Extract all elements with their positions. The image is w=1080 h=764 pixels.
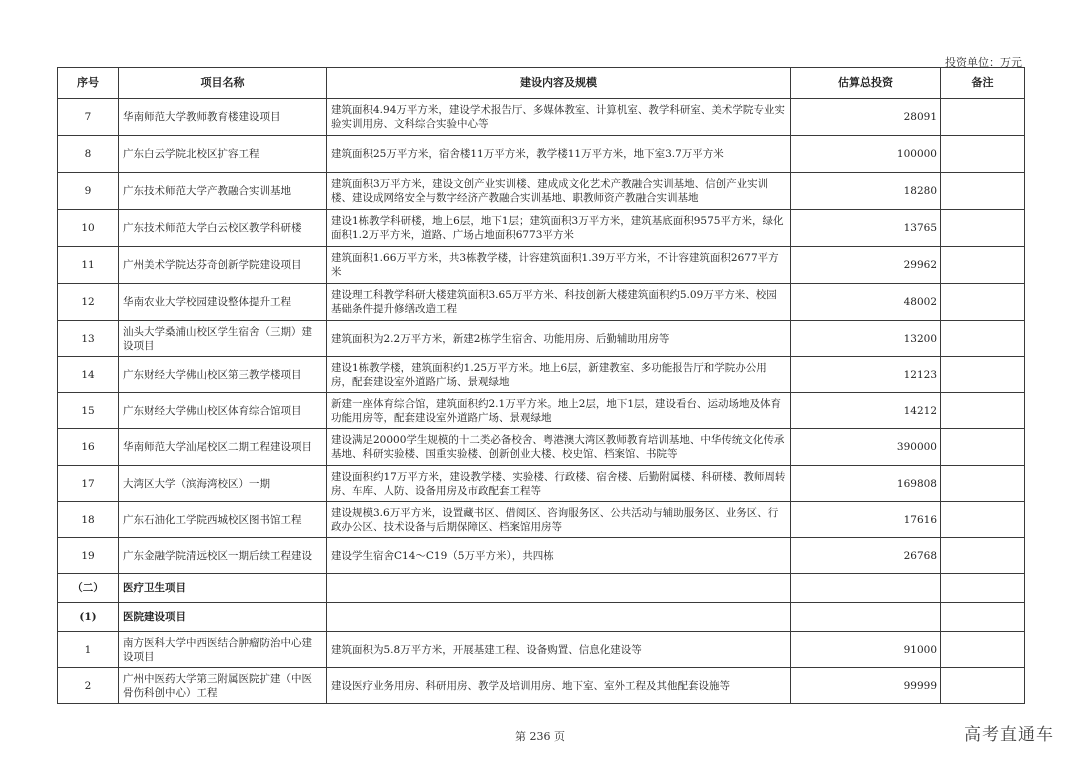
row-investment: 13765 <box>791 210 941 247</box>
row-name: 汕头大学桑浦山校区学生宿舍（三期）建设项目 <box>119 321 327 357</box>
table-row <box>58 136 1025 173</box>
table-header-row <box>58 68 1025 99</box>
table-row <box>58 393 1025 429</box>
row-content: 建筑面积25万平方米，宿舍楼11万平方米，教学楼11万平方米，地下室3.7万平方米 <box>327 136 791 173</box>
table-row <box>58 210 1025 247</box>
row-investment: 17616 <box>791 502 941 538</box>
section-no: （二） <box>58 574 119 603</box>
row-content: 建设面积约17万平方米，建设教学楼、实验楼、行政楼、宿舍楼、后勤附属楼、科研楼、教师周转房、车库、人防、设备用房及市政配套工程等 <box>327 466 791 502</box>
row-note <box>941 173 1025 210</box>
row-name: 华南师范大学汕尾校区二期工程建设项目 <box>119 429 327 466</box>
row-investment: 29962 <box>791 247 941 284</box>
row-note <box>941 429 1025 466</box>
row-content: 建筑面积1.66万平方米，共3栋教学楼，计容建筑面积1.39万平方米，不计容建筑面积2677平方米 <box>327 247 791 284</box>
section-row <box>58 574 1025 603</box>
row-content: 建筑面积为2.2万平方米，新建2栋学生宿舍、功能用房、后勤辅助用房等 <box>327 321 791 357</box>
row-investment: 169808 <box>791 466 941 502</box>
row-content: 新建一座体育综合馆，建筑面积约2.1万平方米。地上2层，地下1层，建设看台、运动场地及体育功能用房等，配套建设室外道路广场、景观绿地 <box>327 393 791 429</box>
row-note <box>941 357 1025 393</box>
table-row <box>58 247 1025 284</box>
table-row <box>58 668 1025 704</box>
header-note: 备注 <box>941 68 1025 99</box>
row-investment: 100000 <box>791 136 941 173</box>
row-content: 建设学生宿舍C14～C19（5万平方米），共四栋 <box>327 538 791 574</box>
row-name: 广东技术师范大学白云校区教学科研楼 <box>119 210 327 247</box>
row-name: 广东技术师范大学产教融合实训基地 <box>119 173 327 210</box>
row-note <box>941 502 1025 538</box>
row-content: 建设医疗业务用房、科研用房、教学及培训用房、地下室、室外工程及其他配套设施等 <box>327 668 791 704</box>
row-content: 建设规模3.6万平方米，设置藏书区、借阅区、咨询服务区、公共活动与辅助服务区、业务区、行政办公区、技术设备与后期保障区、档案馆用房等 <box>327 502 791 538</box>
table-row <box>58 466 1025 502</box>
row-investment: 26768 <box>791 538 941 574</box>
row-note <box>941 136 1025 173</box>
row-note <box>941 99 1025 136</box>
header-name: 项目名称 <box>119 68 327 99</box>
row-no: 14 <box>58 357 119 393</box>
row-no: 8 <box>58 136 119 173</box>
table-row <box>58 538 1025 574</box>
row-investment: 48002 <box>791 284 941 321</box>
subsection-row <box>58 603 1025 632</box>
row-no: 2 <box>58 668 119 704</box>
row-content: 建筑面积3万平方米，建设文创产业实训楼、建成成文化艺术产教融合实训基地、信创产业实训楼、建设成网络安全与数字经济产教融合实训基地、职教师资产教融合实训基地 <box>327 173 791 210</box>
row-note <box>941 538 1025 574</box>
row-investment: 14212 <box>791 393 941 429</box>
row-investment: 13200 <box>791 321 941 357</box>
row-no: 16 <box>58 429 119 466</box>
row-name: 南方医科大学中西医结合肿瘤防治中心建设项目 <box>119 632 327 668</box>
table-row <box>58 502 1025 538</box>
table-row <box>58 357 1025 393</box>
row-content: 建设1栋教学楼，建筑面积约1.25万平方米。地上6层，新建教室、多功能报告厅和学院办公用房，配套建设室外道路广场、景观绿地 <box>327 357 791 393</box>
row-no: 12 <box>58 284 119 321</box>
row-no: 10 <box>58 210 119 247</box>
row-no: 1 <box>58 632 119 668</box>
table-row <box>58 284 1025 321</box>
row-note <box>941 632 1025 668</box>
row-name: 广东财经大学佛山校区第三教学楼项目 <box>119 357 327 393</box>
subsection-name: 医院建设项目 <box>119 603 327 632</box>
project-table <box>57 67 1025 704</box>
header-content: 建设内容及规模 <box>327 68 791 99</box>
header-no: 序号 <box>58 68 119 99</box>
row-investment: 18280 <box>791 173 941 210</box>
row-content: 建筑面积为5.8万平方米，开展基建工程、设备购置、信息化建设等 <box>327 632 791 668</box>
row-name: 广东财经大学佛山校区体育综合馆项目 <box>119 393 327 429</box>
row-no: 17 <box>58 466 119 502</box>
row-note <box>941 247 1025 284</box>
row-note <box>941 466 1025 502</box>
row-content: 建筑面积4.94万平方米，建设学术报告厅、多媒体教室、计算机室、教学科研室、美术学院专业实验实训用房、文科综合实验中心等 <box>327 99 791 136</box>
row-name: 广东白云学院北校区扩容工程 <box>119 136 327 173</box>
row-note <box>941 668 1025 704</box>
row-note <box>941 210 1025 247</box>
section-name: 医疗卫生项目 <box>119 574 327 603</box>
table-row <box>58 321 1025 357</box>
row-investment: 28091 <box>791 99 941 136</box>
table-row <box>58 632 1025 668</box>
row-name: 广东金融学院清远校区一期后续工程建设 <box>119 538 327 574</box>
row-no: 18 <box>58 502 119 538</box>
row-name: 华南农业大学校园建设整体提升工程 <box>119 284 327 321</box>
row-no: 15 <box>58 393 119 429</box>
row-note <box>941 393 1025 429</box>
table-row <box>58 173 1025 210</box>
row-investment: 99999 <box>791 668 941 704</box>
table-row <box>58 99 1025 136</box>
row-investment: 91000 <box>791 632 941 668</box>
row-investment: 12123 <box>791 357 941 393</box>
table-row <box>58 429 1025 466</box>
row-investment: 390000 <box>791 429 941 466</box>
row-no: 7 <box>58 99 119 136</box>
page-number: 第 236 页 <box>515 730 565 743</box>
header-investment: 估算总投资 <box>791 68 941 99</box>
row-content: 建设理工科教学科研大楼建筑面积3.65万平方米、科技创新大楼建筑面积约5.09万平方米、校园基础条件提升修缮改造工程 <box>327 284 791 321</box>
row-note <box>941 321 1025 357</box>
row-no: 11 <box>58 247 119 284</box>
row-no: 13 <box>58 321 119 357</box>
row-name: 广州美术学院达芬奇创新学院建设项目 <box>119 247 327 284</box>
investment-unit-label: 投资单位：万元 <box>945 56 1022 69</box>
watermark: 高考直通车 <box>964 725 1054 745</box>
row-name: 华南师范大学教师教育楼建设项目 <box>119 99 327 136</box>
row-content: 建设1栋教学科研楼，地上6层，地下1层；建筑面积3万平方米，建筑基底面积9575平方米，绿化面积1.2万平方米，道路、广场占地面积6773平方米 <box>327 210 791 247</box>
row-no: 19 <box>58 538 119 574</box>
row-name: 广东石油化工学院西城校区图书馆工程 <box>119 502 327 538</box>
row-no: 9 <box>58 173 119 210</box>
row-name: 大湾区大学（滨海湾校区）一期 <box>119 466 327 502</box>
row-name: 广州中医药大学第三附属医院扩建（中医骨伤科创中心）工程 <box>119 668 327 704</box>
row-note <box>941 284 1025 321</box>
subsection-no: (1) <box>58 603 119 632</box>
row-content: 建设满足20000学生规模的十二类必备校舍、粤港澳大湾区教师教育培训基地、中华传统文化传承基地、科研实验楼、国重实验楼、创新创业大楼、校史馆、档案馆、书院等 <box>327 429 791 466</box>
